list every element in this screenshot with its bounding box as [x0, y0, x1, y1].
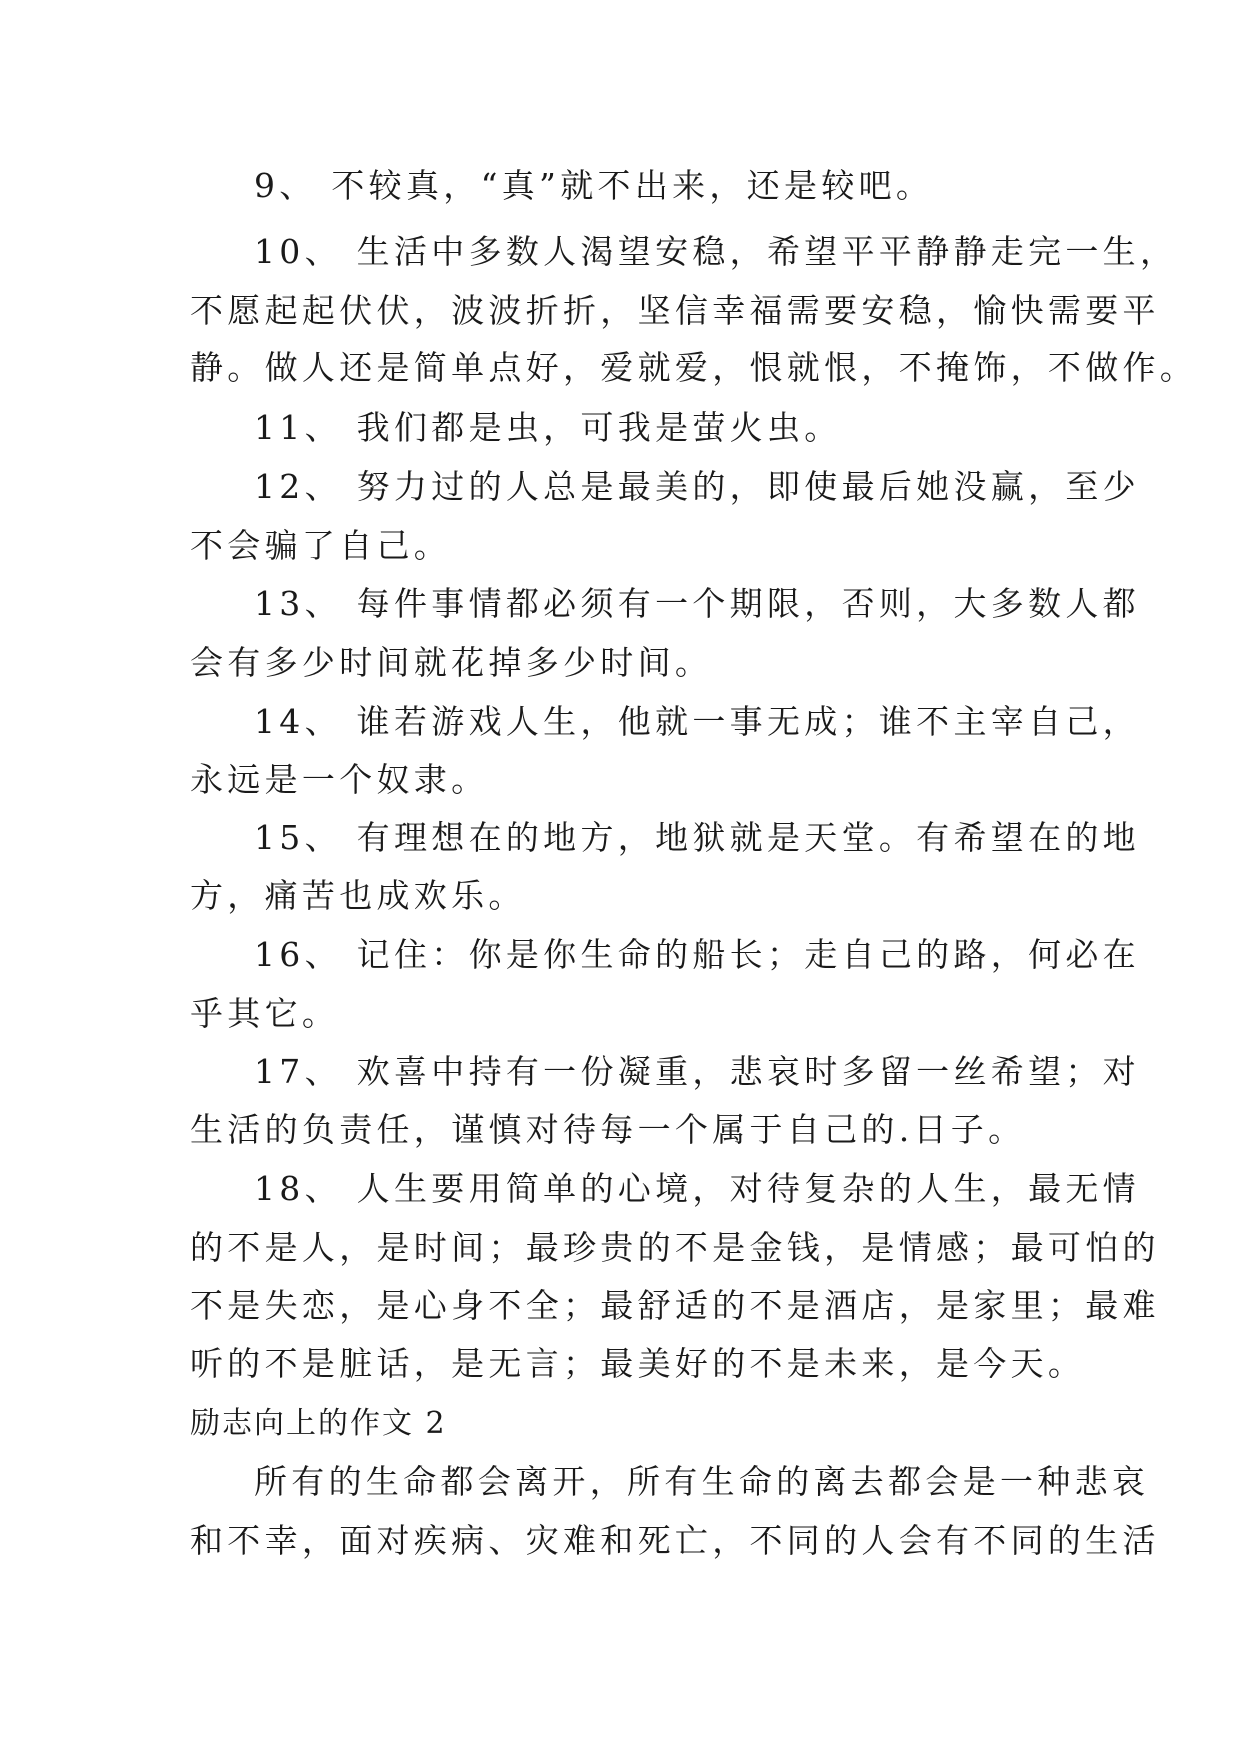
paragraph-line: 11、 我们都是虫，可我是萤火虫。	[254, 408, 842, 447]
paragraph-line: 方，痛苦也成欢乐。	[190, 876, 526, 915]
paragraph-line: 15、 有理想在的地方，地狱就是天堂。有希望在的地	[254, 818, 1140, 857]
paragraph-line: 乎其它。	[190, 994, 340, 1033]
section-heading: 励志向上的作文 2	[190, 1406, 447, 1441]
paragraph-line: 永远是一个奴隶。	[190, 760, 489, 799]
paragraph-line: 9、 不较真，“真”就不出来，还是较吧。	[254, 166, 934, 205]
paragraph-line: 16、 记住：你是你生命的船长；走自己的路，何必在	[254, 935, 1140, 974]
paragraph-line: 不会骗了自己。	[190, 526, 452, 565]
paragraph-line: 18、 人生要用简单的心境，对待复杂的人生，最无情	[254, 1169, 1140, 1208]
paragraph-line: 听的不是脏话，是无言；最美好的不是未来，是今天。	[190, 1344, 1086, 1383]
paragraph-line: 静。做人还是简单点好，爱就爱，恨就恨，不掩饰，不做作。	[190, 348, 1198, 387]
paragraph-line: 14、 谁若游戏人生，他就一事无成；谁不主宰自己，	[254, 702, 1140, 741]
paragraph-line: 生活的负责任，谨慎对待每一个属于自己的.日子。	[190, 1110, 1026, 1149]
paragraph-line: 不是失恋，是心身不全；最舒适的不是酒店，是家里；最难	[190, 1286, 1160, 1325]
paragraph-line: 不愿起起伏伏，波波折折，坚信幸福需要安稳，愉快需要平	[190, 291, 1160, 330]
paragraph-line: 13、 每件事情都必须有一个期限，否则，大多数人都	[254, 584, 1140, 623]
paragraph-line: 所有的生命都会离开，所有生命的离去都会是一种悲哀	[254, 1462, 1150, 1501]
paragraph-line: 会有多少时间就花掉多少时间。	[190, 643, 713, 682]
paragraph-line: 和不幸，面对疾病、灾难和死亡，不同的人会有不同的生活	[190, 1521, 1160, 1560]
paragraph-line: 12、 努力过的人总是最美的，即使最后她没赢，至少	[254, 467, 1140, 506]
paragraph-line: 10、 生活中多数人渴望安稳，希望平平静静走完一生，	[254, 232, 1178, 271]
paragraph-line: 17、 欢喜中持有一份凝重，悲哀时多留一丝希望；对	[254, 1052, 1140, 1091]
paragraph-line: 的不是人，是时间；最珍贵的不是金钱，是情感；最可怕的	[190, 1228, 1160, 1267]
